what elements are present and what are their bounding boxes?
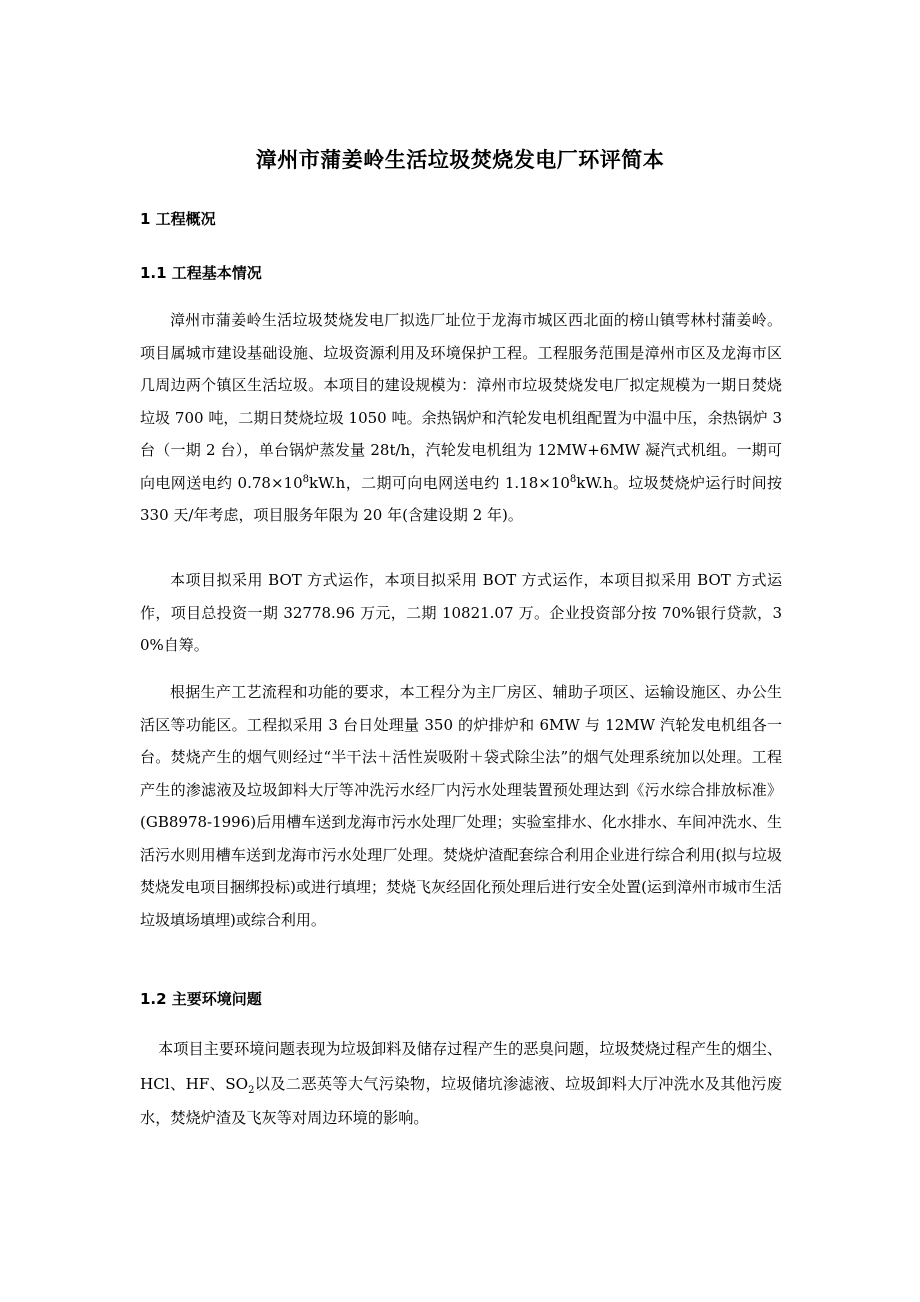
paragraph-text: kW.h，二期可向电网送电约 1.18×10 [309, 473, 570, 492]
section-heading-1-1: 1.1 工程基本情况 [140, 264, 262, 282]
paragraph-text: 以及二恶英等大气污染物，垃圾储坑渗滤液、垃圾卸料大厅冲洗水及其他污废水，焚烧炉渣及飞灰等对周边环境的影响。 [140, 1074, 782, 1127]
paragraph-process-layout: 根据生产工艺流程和功能的要求，本工程分为主厂房区、辅助子项区、运输设施区、办公生活区等功能区。工程拟采用 3 台日处理量 350 的炉排炉和 6MW 与 12MW 汽轮发电机组各一台。焚烧产生的烟气则经过“半干法＋活性炭吸附＋袋式除尘法”的烟气处理系统加以处理。工程产生的渗滤液及垃圾卸料大厅等冲洗污水经厂内污水处理装置预处理达到《污水综合排放标准》(GB8978-1996)后用槽车送到龙海市污水处理厂处理；实验室排水、化水排水、车间冲洗水、生活污水则用槽车送到龙海市污水处理厂处理。焚烧炉渣配套综合利用企业进行综合利用(拟与垃圾焚烧发电项目捆绑投标)或进行填埋；焚烧飞灰经固化预处理后进行安全处置(运到漳州市城市生活垃圾填场填埋)或综合利用。 [140, 683, 782, 929]
superscript: 8 [302, 473, 309, 485]
section-heading-1-2: 1.2 主要环境问题 [140, 990, 262, 1008]
paragraph-text: 本项目主要环境问题表现为垃圾卸料及储存过程产生的恶臭问题，垃圾焚烧过程产生的烟尘、HCl、HF、SO [140, 1040, 782, 1093]
paragraph-environmental-issues [140, 1032, 782, 1136]
section-heading-1: 1 工程概况 [140, 210, 216, 228]
subscript: 2 [248, 1084, 255, 1096]
paragraph-text: kW.h。垃圾焚烧炉运行时间按 330 天/年考虑，项目服务年限为 20 年(含建设期 2 年)。 [140, 473, 782, 524]
paragraph-investment: 本项目拟采用 BOT 方式运作，本项目拟采用 BOT 方式运作，本项目拟采用 BOT 方式运作，项目总投资一期 32778.96 万元，二期 10821.07 万。企业投资部分按 70%银行贷款，30%自筹。 [140, 571, 782, 654]
paragraph-text: 漳州市蒲姜岭生活垃圾焚烧发电厂拟选厂址位于龙海市城区西北面的榜山镇雩林村蒲姜岭。项目属城市建设基础设施、垃圾资源利用及环境保护工程。工程服务范围是漳州市区及龙海市区几周边两个镇区生活垃圾。本项目的建设规模为：漳州市垃圾焚烧发电厂拟定规模为一期日焚烧垃圾 700 吨，二期日焚烧垃圾 1050 吨。余热锅炉和汽轮发电机组配置为中温中压，余热锅炉 3 台（一期 2 台），单台锅炉蒸发量 28t/h，汽轮发电机组为 12MW+6MW 凝汽式机组。一期可向电网送电约 0.78×10 [140, 311, 782, 492]
document-title: 漳州市蒲姜岭生活垃圾焚烧发电厂环评简本 [255, 148, 665, 172]
superscript: 8 [569, 473, 577, 485]
paragraph-project-overview [140, 304, 782, 532]
